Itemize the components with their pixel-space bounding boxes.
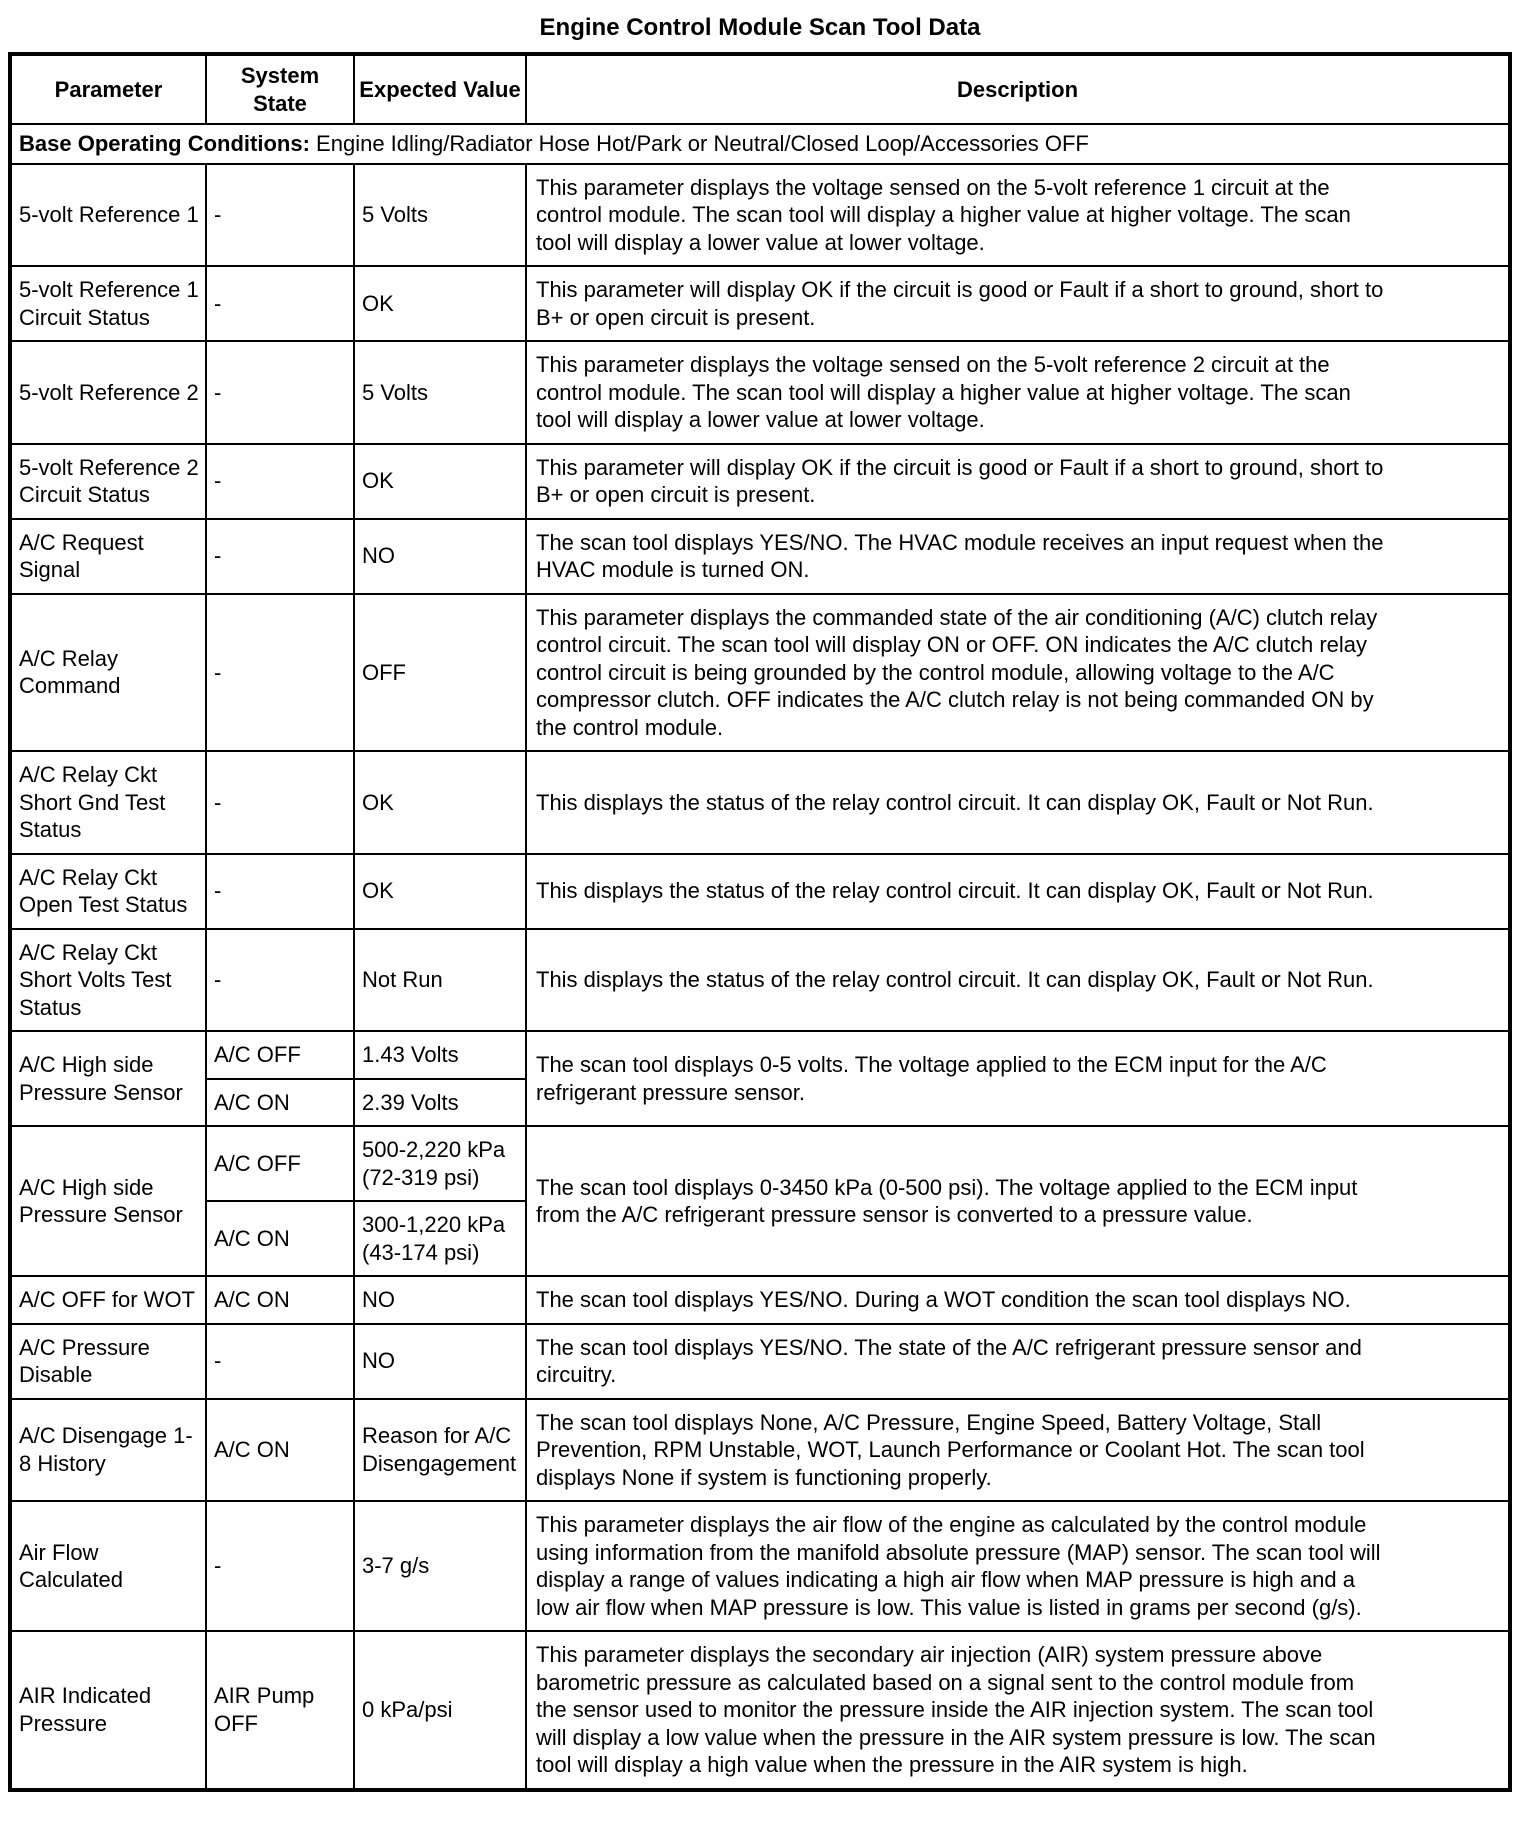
expected-value-cell: OFF — [354, 594, 526, 752]
table-row — [10, 1276, 1510, 1324]
expected-value-cell: NO — [354, 1276, 526, 1324]
expected-value-cell: 2.39 Volts — [354, 1079, 526, 1127]
system-state-cell: - — [206, 929, 354, 1032]
table-row — [10, 1631, 1510, 1790]
description-cell: This displays the status of the relay control circuit. It can display OK, Fault or Not Run. — [526, 751, 1510, 854]
description-cell: The scan tool displays YES/NO. The HVAC module receives an input request when the HVAC module is turned ON. — [526, 519, 1510, 594]
table-row — [10, 1324, 1510, 1399]
parameter-cell: A/C OFF for WOT — [10, 1276, 206, 1324]
system-state-cell: - — [206, 341, 354, 444]
description-cell: This parameter displays the secondary air injection (AIR) system pressure above barometric pressure as calculated based on a signal sent to the control module from the sensor used to monitor the pressure inside the AIR injection system. The scan tool will display a low value when the pressure in the AIR system pressure is low. The scan tool will display a high value when the pressure in the AIR system is high. — [526, 1631, 1510, 1790]
table-row — [10, 594, 1510, 752]
system-state-cell: A/C ON — [206, 1201, 354, 1276]
expected-value-cell: Reason for A/C Disengagement — [354, 1399, 526, 1502]
parameter-cell: A/C Disengage 1-8 History — [10, 1399, 206, 1502]
expected-value-cell: OK — [354, 854, 526, 929]
parameter-cell: A/C Relay Ckt Open Test Status — [10, 854, 206, 929]
table-row — [10, 1501, 1510, 1631]
expected-value-cell: 0 kPa/psi — [354, 1631, 526, 1790]
table-body — [10, 124, 1510, 1790]
parameter-cell: AIR Indicated Pressure — [10, 1631, 206, 1790]
expected-value-cell: 300-1,220 kPa (43-174 psi) — [354, 1201, 526, 1276]
description-cell: This parameter will display OK if the circuit is good or Fault if a short to ground, short to B+ or open circuit is present. — [526, 444, 1510, 519]
header-system-state: System State — [206, 54, 354, 124]
parameter-cell: A/C High side Pressure Sensor — [10, 1126, 206, 1276]
table-row — [10, 266, 1510, 341]
parameter-cell: 5-volt Reference 2 — [10, 341, 206, 444]
expected-value-cell: 3-7 g/s — [354, 1501, 526, 1631]
base-conditions-cell — [10, 124, 1510, 164]
description-cell: This parameter displays the voltage sensed on the 5-volt reference 1 circuit at the control module. The scan tool will display a higher value at higher voltage. The scan tool will display a lower value at lower voltage. — [526, 164, 1510, 267]
description-cell: This parameter will display OK if the circuit is good or Fault if a short to ground, short to B+ or open circuit is present. — [526, 266, 1510, 341]
expected-value-cell: NO — [354, 519, 526, 594]
system-state-cell: A/C ON — [206, 1276, 354, 1324]
parameter-cell: 5-volt Reference 1 — [10, 164, 206, 267]
system-state-cell: A/C ON — [206, 1079, 354, 1127]
system-state-cell: - — [206, 266, 354, 341]
system-state-cell: - — [206, 854, 354, 929]
system-state-cell: - — [206, 594, 354, 752]
description-cell: This displays the status of the relay control circuit. It can display OK, Fault or Not Run. — [526, 929, 1510, 1032]
base-conditions-label: Base Operating Conditions: — [19, 131, 310, 156]
parameter-cell: A/C High side Pressure Sensor — [10, 1031, 206, 1126]
base-conditions-text: Engine Idling/Radiator Hose Hot/Park or Neutral/Closed Loop/Accessories OFF — [316, 131, 1089, 156]
parameter-cell: A/C Pressure Disable — [10, 1324, 206, 1399]
system-state-cell: A/C ON — [206, 1399, 354, 1502]
parameter-cell: Air Flow Calculated — [10, 1501, 206, 1631]
system-state-cell: - — [206, 444, 354, 519]
description-cell: This parameter displays the commanded state of the air conditioning (A/C) clutch relay control circuit. The scan tool will display ON or OFF. ON indicates the A/C clutch relay control circuit is being grounded by the control module, allowing voltage to the A/C compressor clutch. OFF indicates the A/C clutch relay is not being commanded ON by the control module. — [526, 594, 1510, 752]
description-cell: The scan tool displays YES/NO. The state of the A/C refrigerant pressure sensor and circuitry. — [526, 1324, 1510, 1399]
expected-value-cell: 5 Volts — [354, 164, 526, 267]
expected-value-cell: 5 Volts — [354, 341, 526, 444]
table-row — [10, 929, 1510, 1032]
system-state-cell: - — [206, 1324, 354, 1399]
parameter-cell: A/C Relay Ckt Short Volts Test Status — [10, 929, 206, 1032]
description-cell: The scan tool displays 0-5 volts. The voltage applied to the ECM input for the A/C refrigerant pressure sensor. — [526, 1031, 1510, 1126]
table-row — [10, 854, 1510, 929]
expected-value-cell: NO — [354, 1324, 526, 1399]
description-cell: This displays the status of the relay control circuit. It can display OK, Fault or Not Run. — [526, 854, 1510, 929]
scan-tool-data-table — [8, 52, 1512, 1792]
expected-value-cell: OK — [354, 751, 526, 854]
description-cell: This parameter displays the voltage sensed on the 5-volt reference 2 circuit at the control module. The scan tool will display a higher value at higher voltage. The scan tool will display a lower value at lower voltage. — [526, 341, 1510, 444]
page-title: Engine Control Module Scan Tool Data — [539, 14, 981, 41]
system-state-cell: - — [206, 1501, 354, 1631]
description-cell: This parameter displays the air flow of the engine as calculated by the control module using information from the manifold absolute pressure (MAP) sensor. The scan tool will display a range of values indicating a high air flow when MAP pressure is high and a low air flow when MAP pressure is low. This value is listed in grams per second (g/s). — [526, 1501, 1510, 1631]
expected-value-cell: 500-2,220 kPa (72-319 psi) — [354, 1126, 526, 1201]
parameter-cell: 5-volt Reference 1 Circuit Status — [10, 266, 206, 341]
parameter-cell: A/C Request Signal — [10, 519, 206, 594]
expected-value-cell: Not Run — [354, 929, 526, 1032]
table-row — [10, 519, 1510, 594]
table-row — [10, 1031, 1510, 1079]
base-conditions-row — [10, 124, 1510, 164]
system-state-cell: A/C OFF — [206, 1031, 354, 1079]
table-row — [10, 751, 1510, 854]
header-description: Description — [526, 54, 1510, 124]
header-parameter: Parameter — [10, 54, 206, 124]
system-state-cell: A/C OFF — [206, 1126, 354, 1201]
parameter-cell: A/C Relay Command — [10, 594, 206, 752]
parameter-cell: 5-volt Reference 2 Circuit Status — [10, 444, 206, 519]
expected-value-cell: OK — [354, 444, 526, 519]
description-cell: The scan tool displays None, A/C Pressure, Engine Speed, Battery Voltage, Stall Prevention, RPM Unstable, WOT, Launch Performance or Coolant Hot. The scan tool displays None if system is functioning properly. — [526, 1399, 1510, 1502]
table-row — [10, 1399, 1510, 1502]
system-state-cell: - — [206, 751, 354, 854]
header-expected-value: Expected Value — [354, 54, 526, 124]
description-cell: The scan tool displays 0-3450 kPa (0-500 psi). The voltage applied to the ECM input from the A/C refrigerant pressure sensor is converted to a pressure value. — [526, 1126, 1510, 1276]
parameter-cell: A/C Relay Ckt Short Gnd Test Status — [10, 751, 206, 854]
expected-value-cell: OK — [354, 266, 526, 341]
table-row — [10, 341, 1510, 444]
expected-value-cell: 1.43 Volts — [354, 1031, 526, 1079]
table-row — [10, 1126, 1510, 1201]
table-row — [10, 444, 1510, 519]
table-row — [10, 164, 1510, 267]
description-cell: The scan tool displays YES/NO. During a WOT condition the scan tool displays NO. — [526, 1276, 1510, 1324]
system-state-cell: - — [206, 519, 354, 594]
header-row — [10, 54, 1510, 124]
system-state-cell: AIR Pump OFF — [206, 1631, 354, 1790]
system-state-cell: - — [206, 164, 354, 267]
